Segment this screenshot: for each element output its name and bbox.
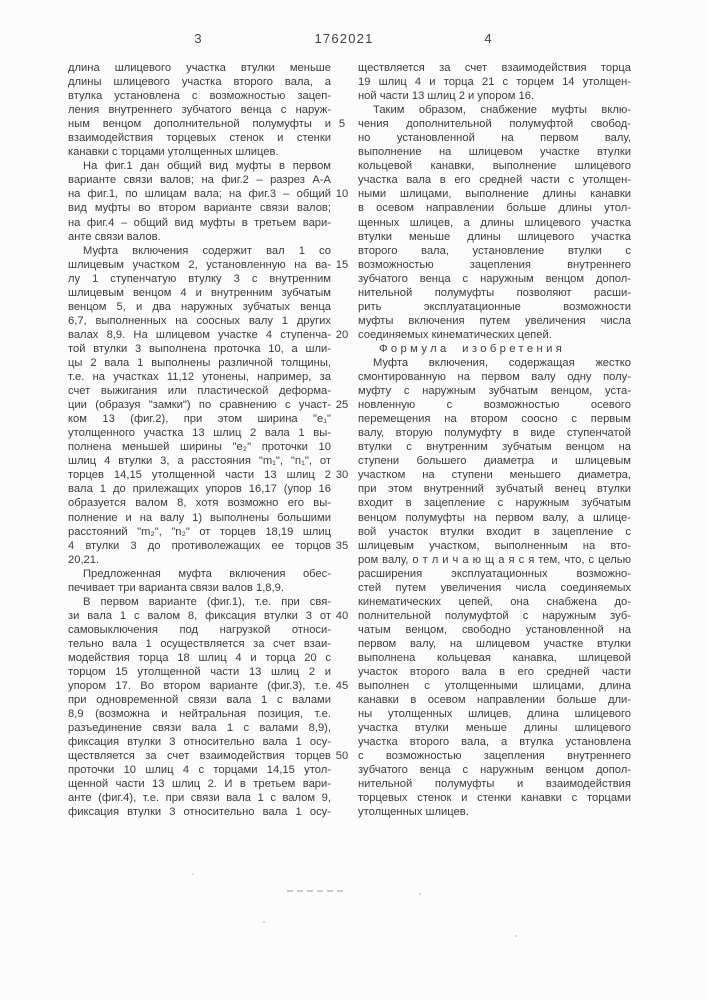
text-line: стей путем увеличения числа соединяемых — [358, 581, 631, 594]
right-text-column — [358, 61, 631, 820]
text-line: шлицевым участком, выполненным на вто- — [358, 539, 631, 552]
text-line: ления внутреннего зубчатого венца с наруж- — [68, 104, 331, 117]
text-line: щенной части 13 шлиц 2. И в третьем вари- — [68, 778, 331, 791]
document-number: 1762021 — [314, 31, 374, 46]
text-line: участка вала в его средней части с утолщен- — [358, 174, 631, 187]
text-line: участка второго вала, а втулка установлена — [358, 736, 631, 749]
text-line: рить эксплуатационные возможности — [358, 300, 631, 313]
text-line: полнение и на валу 1) выполнены большими — [68, 511, 331, 524]
gutter-spacer — [332, 553, 352, 567]
gutter-spacer — [332, 370, 352, 384]
text-line: ции (образуя "замки") по сравнению с участ- — [68, 399, 331, 412]
gutter-spacer — [332, 623, 352, 637]
text-line: образуется валом 8, хотя возможно его вы- — [68, 497, 331, 510]
text-line: втулки меньше длины шлицевого участка — [358, 230, 631, 243]
text-line: фиксация втулки 3 относительно вала 1 осу- — [68, 736, 331, 749]
text-line: длина шлицевого участка втулки меньше — [68, 62, 331, 74]
gutter-spacer — [332, 145, 352, 159]
gutter-spacer — [332, 300, 352, 314]
gutter-spacer — [332, 721, 352, 735]
text-line: ком 13 (фиг.2), при этом ширина "е₁" — [68, 413, 331, 426]
text-line: Муфта включения содержит вал 1 со — [83, 244, 331, 257]
text-line: втулки с внутренним зубчатым венцом на — [358, 441, 631, 454]
text-line: тельно вала 1 осуществляется за счет взаи- — [68, 637, 331, 650]
gutter-spacer — [332, 454, 352, 468]
text-line: счет выжигания или пластической деформа- — [68, 385, 331, 398]
text-line: входит в зацепление с наружным зубчатым — [358, 497, 631, 510]
text-line: печивает три варианта связи валов 1,8,9. — [68, 581, 284, 594]
text-line: но установленной на первом валу, — [358, 132, 631, 145]
text-line: т.е. на участках 11,12 утонены, например, за — [68, 371, 331, 384]
text-line: перемещения на втором соосно с первым — [358, 413, 631, 426]
gutter-spacer — [332, 581, 352, 595]
gutter-spacer — [332, 805, 352, 819]
text-line: ром валу, о т л и ч а ю щ а я с я тем, что, с целью — [358, 553, 631, 566]
gutter-spacer — [332, 201, 352, 215]
text-line: 20,21. — [68, 553, 100, 566]
scan-speck — [263, 921, 265, 923]
text-line: соединяемых кинематических цепей. — [358, 328, 552, 341]
text-line: торцом 15 утолщенной части 13 шлиц 2 и — [68, 666, 331, 679]
text-line: втулка установлена с возможностью зацеп- — [68, 90, 331, 103]
text-line: в осевом направлении больше длины утол- — [358, 202, 631, 215]
line-number-gutter — [332, 61, 352, 820]
text-line: шлицевым венцом 4 и внутренним зубчатым — [68, 286, 331, 299]
text-line: нительной полумуфты и взаимодействия — [358, 778, 631, 791]
gutter-spacer — [332, 511, 352, 525]
text-line: участком на ступени меньшего диаметра, — [358, 469, 631, 482]
gutter-spacer — [332, 440, 352, 454]
text-line: Предложенная муфта включения обес- — [83, 567, 331, 580]
gutter-spacer — [332, 525, 352, 539]
text-line: при одновременной связи вала 1 с валами — [68, 694, 331, 707]
gutter-spacer — [332, 496, 352, 510]
line-number: 35 — [335, 539, 349, 552]
gutter-spacer — [332, 651, 352, 665]
text-line: вид муфты во втором варианте связи валов; — [68, 202, 331, 215]
gutter-spacer — [332, 707, 352, 721]
gutter-spacer — [332, 412, 352, 426]
gutter-spacer — [332, 384, 352, 398]
text-line: ны утолщенных шлицев, длина шлицевого — [358, 708, 631, 721]
text-line: ществляется за счет взаимодействия торцев — [68, 750, 331, 763]
gutter-spacer — [332, 61, 352, 75]
text-line: анте связи валов. — [68, 230, 161, 243]
text-line: кинематических цепей, она снабжена до- — [358, 595, 631, 608]
text-line: ным венцом дополнительной полумуфты и — [68, 118, 331, 131]
text-line: на фиг.1, по шлицам вала; на фиг.3 – общий — [68, 188, 331, 201]
text-line: расширения эксплуатационных возможно- — [358, 567, 631, 580]
text-line: разъединение связи вала 1 с валами 8,9), — [68, 722, 331, 735]
line-number: 15 — [335, 258, 349, 271]
text-line: на фиг.4 – общий вид муфты в третьем вари- — [68, 216, 331, 229]
section-heading: Формула изобретения — [379, 342, 566, 355]
text-line: венцом 5, и два наружных зубчатых венца — [68, 300, 331, 313]
text-line: канавки в осевом направлении больше дли- — [358, 694, 631, 707]
text-line: ными шлицами, выполнение длины канавки — [358, 188, 631, 201]
gutter-spacer — [332, 286, 352, 300]
text-line: кольцевой канавки, выполнение шлицевого — [358, 160, 631, 173]
gutter-spacer — [332, 482, 352, 496]
text-line: зубчатого венца с наружным венцом допол- — [358, 764, 631, 777]
text-line: 4 втулки 3 до противолежащих ее торцов — [68, 539, 331, 552]
left-text-column — [68, 61, 331, 820]
text-line: варианте связи валов; на фиг.2 – разрез А-А — [68, 174, 331, 187]
gutter-spacer — [332, 637, 352, 651]
text-line: фиксация втулки 3 относительно вала 1 осу- — [68, 806, 331, 819]
gutter-spacer — [332, 791, 352, 805]
text-line: муфты включения путем увеличения числа — [358, 314, 631, 327]
gutter-spacer — [332, 567, 352, 581]
page-number-right: 4 — [484, 31, 492, 46]
text-line: вой участок втулки входит в зацепление с — [358, 525, 631, 538]
gutter-spacer — [332, 426, 352, 440]
gutter-spacer — [332, 735, 352, 749]
text-line: утолщенных шлицев. — [358, 806, 469, 819]
text-line: зи вала 1 с валом 8, фиксация втулки 3 от — [68, 609, 331, 622]
text-line: упором 17. Во втором варианте (фиг.3), т.е. — [68, 680, 331, 693]
line-number: 20 — [335, 328, 349, 341]
text-line: полнительной полумуфтой с наружным зуб- — [358, 609, 631, 622]
text-line: той втулки 3 выполнена проточка 10, а шли- — [68, 342, 331, 355]
text-line: расстояний "m₂", "n₂" от торцев 18,19 шлиц — [68, 525, 331, 538]
text-line: венцом полумуфты на первом валу, а шлице- — [358, 511, 631, 524]
text-line: нительной полумуфты позволяют расши- — [358, 286, 631, 299]
text-line: ступени большего диаметра и шлицевым — [358, 455, 631, 468]
text-line: выполнен с утолщенными шлицами, длина — [358, 680, 631, 693]
text-line: чатым венцом, свободно установленной на — [358, 623, 631, 636]
gutter-spacer — [332, 665, 352, 679]
text-line: На фиг.1 дан общий вид муфты в первом — [83, 160, 331, 173]
gutter-spacer — [332, 693, 352, 707]
text-line: Муфта включения, содержащая жестко — [373, 356, 631, 369]
line-number: 30 — [335, 469, 349, 482]
text-line: проточки 10 шлиц 4 с торцами 14,15 утол- — [68, 764, 331, 777]
line-number: 40 — [335, 609, 349, 622]
text-line: 8,9 (возможна и нейтральная позиция, т.е. — [68, 708, 331, 721]
text-line: зубчатого венца с наружным венцом допол- — [358, 272, 631, 285]
gutter-spacer — [332, 777, 352, 791]
gutter-spacer — [332, 272, 352, 286]
text-line: торцев 14,15 утолщенной части 13 шлиц 2 — [68, 469, 331, 482]
text-line: утолщенного участка 13 шлиц 2 вала 1 вы- — [68, 427, 331, 440]
gutter-spacer — [332, 314, 352, 328]
text-line: Таким образом, снабжение муфты вклю- — [373, 104, 631, 117]
text-line: самовыключения под нагрузкой относи- — [68, 623, 331, 636]
text-line: с возможностью зацепления внутреннего — [358, 750, 631, 763]
text-line: канавки с торцами утолщенных шлицев. — [68, 146, 279, 159]
text-line: торцевых стенок и стенки канавки с торцами — [358, 792, 631, 805]
text-line: ной части 13 шлиц 2 и упором 16. — [358, 90, 535, 103]
gutter-spacer — [332, 173, 352, 187]
page-number-left: 3 — [194, 31, 202, 46]
text-line: ществляется за счет взаимодействия торца — [358, 62, 631, 74]
text-line: щенных шлицев, а длины шлицевого участка — [358, 216, 631, 229]
gutter-spacer — [332, 595, 352, 609]
gutter-spacer — [332, 89, 352, 103]
gutter-spacer — [332, 131, 352, 145]
gutter-spacer — [332, 75, 352, 89]
text-line: длины шлицевого участка второго вала, а — [68, 76, 331, 89]
gutter-spacer — [332, 230, 352, 244]
text-line: взаимодействия торцевых стенок и стенки — [68, 132, 331, 145]
text-line: вала 1 до прилежащих упоров 16,17 (упор 16 — [68, 483, 331, 496]
line-number: 50 — [335, 750, 349, 763]
text-line: возможностью зацепления внутреннего — [358, 258, 631, 271]
text-line: 19 шлиц 4 и торца 21 с торцем 14 утолщен- — [358, 76, 631, 89]
scan-speck — [515, 935, 517, 937]
scan-speck — [419, 893, 421, 895]
text-line: второго вала, установление втулки с — [358, 244, 631, 257]
gutter-spacer — [332, 342, 352, 356]
scan-speck — [192, 873, 194, 875]
text-line: первом валу, на шлицевом участке втулки — [358, 637, 631, 650]
scan-artifact-dash — [287, 890, 343, 892]
text-line: модействия торца 18 шлиц 4 и торца 20 с — [68, 651, 331, 664]
text-line: полнена меньшей ширины "е₂" проточки 10 — [68, 441, 331, 454]
text-line: цы 2 вала 1 выполнены различной толщины, — [68, 356, 331, 369]
text-line: 6,7, выполненных на соосных валу 1 других — [68, 314, 331, 327]
gutter-spacer — [332, 244, 352, 258]
text-line: участка втулки меньше длины шлицевого — [358, 722, 631, 735]
text-line: валу, вторую полумуфту в виде ступенчатой — [358, 427, 631, 440]
text-line: выполнение на шлицевом участке втулки — [358, 146, 631, 159]
text-line: шлицевым участком 2, установленную на ва- — [68, 258, 331, 271]
text-line: новленную с возможностью осевого — [358, 399, 631, 412]
line-number: 25 — [335, 399, 349, 412]
text-line: лу 1 ступенчатую втулку 3 с внутренним — [68, 272, 331, 285]
text-line: выполнена кольцевая канавка, шлицевой — [358, 651, 631, 664]
line-number: 45 — [335, 680, 349, 693]
text-line: при этом внутренний зубчатый венец втулки — [358, 483, 631, 496]
text-line: смонтированную на первом валу одну полу- — [358, 371, 631, 384]
gutter-spacer — [332, 103, 352, 117]
text-line: муфту с наружным зубчатым венцом, уста- — [358, 385, 631, 398]
gutter-spacer — [332, 159, 352, 173]
text-line: шлиц 4 втулки 3, а расстояния "m₁", "n₁", от — [68, 455, 331, 468]
gutter-spacer — [332, 356, 352, 370]
gutter-spacer — [332, 216, 352, 230]
text-line: валах 8,9. На шлицевом участке 4 ступенча- — [68, 328, 331, 341]
line-number: 5 — [338, 118, 346, 131]
text-line: чения дополнительной полумуфтой свобод- — [358, 118, 631, 131]
gutter-spacer — [332, 763, 352, 777]
text-line: анте (фиг.4), т.е. при связи вала 1 с валом 9, — [68, 792, 331, 805]
text-line: В первом варианте (фиг.1), т.е. при свя- — [83, 595, 331, 608]
text-line: участок второго вала в его средней части — [358, 666, 631, 679]
line-number: 10 — [335, 188, 349, 201]
